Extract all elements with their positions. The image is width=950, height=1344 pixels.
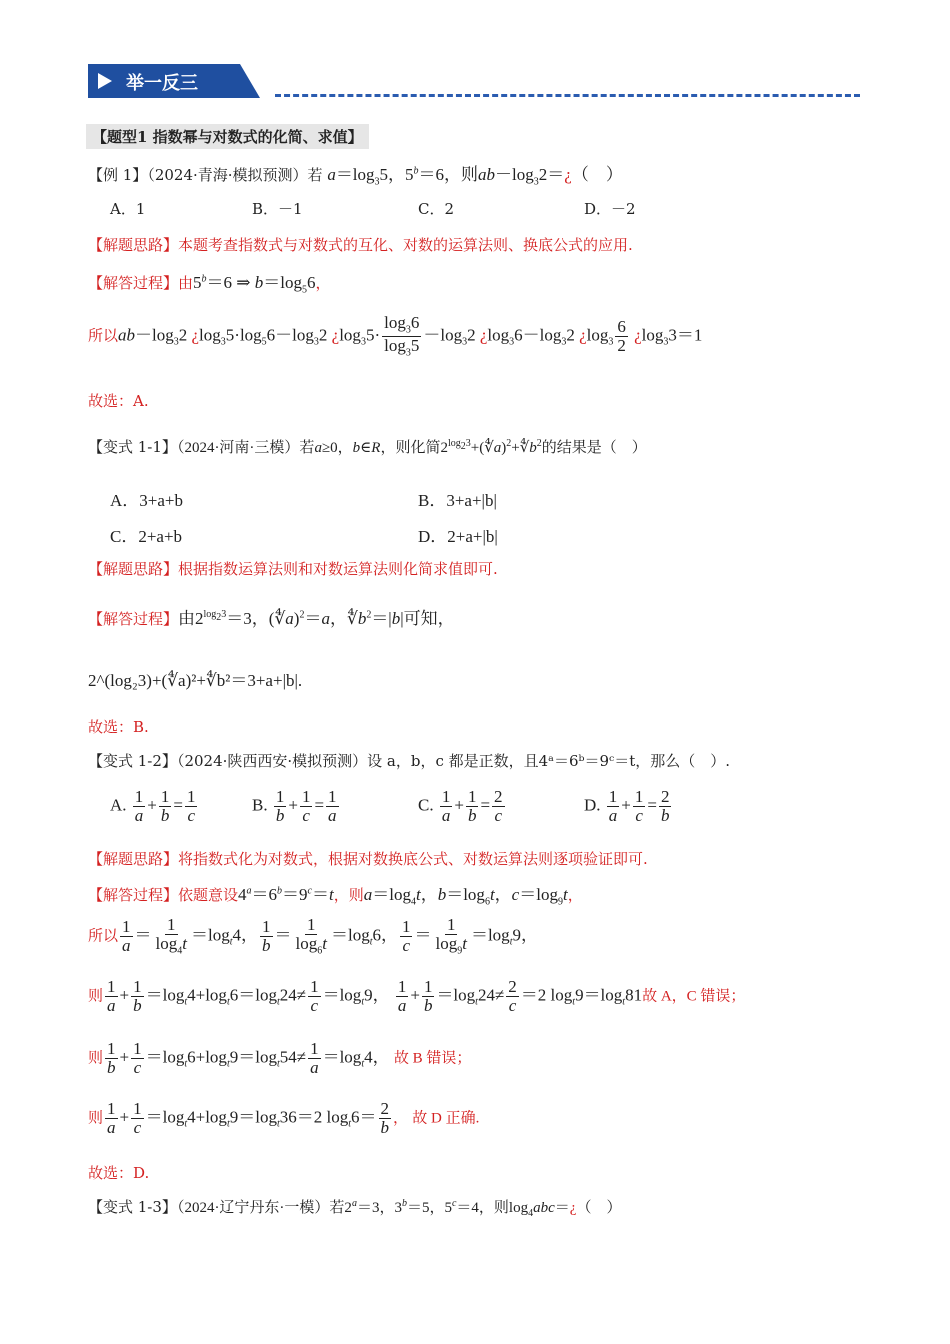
v12-proc5: 则 $\frac{1}{a}$ + $\frac{1}{c}$ $=\log_t4+\log_t9=\log_t36=2$ $\log_t6=$ $\frac{2}{b}$ ， 故 D 正确. <box>88 1099 480 1137</box>
ex1-source: （2024·青海·模拟预测）若 <box>147 166 323 184</box>
v11-proc-label: 【解答过程】 <box>88 610 179 628</box>
v13-question: 【变式 1-3】（2024·辽宁丹东·一模）若$2^a=3$，$3^b=5$，$5^c=4$，则$\log_4abc=¿$（ ） <box>88 1198 622 1219</box>
v12-opt-c: C. $\frac{1}{a}$ + $\frac{1}{b}$ = $\frac{2}{c}$ <box>418 787 503 825</box>
ex1-proc1: 【解答过程】由$5^b=6$ ⇒ $b=\log_56$， <box>88 273 331 296</box>
v12-opt-d: D. $\frac{1}{a}$ + $\frac{1}{c}$ = $\frac{2}{b}$ <box>584 787 670 825</box>
ex1-condition: $a=\log_35$，$5^b=6$，则$ab-\log_32=¿$（ ） <box>327 165 623 188</box>
v11-question: 【变式 1-1】（2024·河南·三模）若a≥0，b∈R，则化简$2^{log_23}+(∜a)^2+∜b^2$的结果是（ ） <box>88 438 647 456</box>
ex1-answer: 故选：A. <box>88 392 149 410</box>
v12-proc1: 【解答过程】依题意设$4^a=6^b=9^c=t$，则$a=\log_4t$，$b=\log_6t$，$c=\log_9t$， <box>88 885 583 908</box>
v12-question <box>88 750 730 771</box>
ex1-tag: 【例 1】 <box>88 166 148 184</box>
v12-proc3: 则 $\frac{1}{a}$ + $\frac{1}{b}$ $=\log_t4+\log_t6=\log_t24\ne$ $\frac{1}{c}$ $=\log_t9$， $\frac{1}{a}$ + $\frac{1}{b}$ $=\log_t24\ne$ $\frac{2}{c}$ ＝2 $\log_t9=\log_t81$故 A，C 错误； <box>88 977 746 1015</box>
v12-think-text: 将指数式化为对数式，根据对数换底公式、对数运算法则逐项验证即可. <box>178 850 648 868</box>
v11-proc2: 2^(log₂3)+(∜a)²+∜b²＝3+a+|b|. <box>88 671 303 690</box>
v12-d-right: 故 D 正确. <box>412 1110 480 1127</box>
v12-suoyi: 所以 <box>88 928 119 945</box>
ex1-opt-b: B．－1 <box>252 200 303 218</box>
banner-dashline <box>275 94 860 97</box>
section-banner <box>88 64 260 98</box>
v12-proc-label: 【解答过程】 <box>88 886 179 904</box>
v12-opt-a-label: A. <box>110 795 127 815</box>
ex1-opt-d: D．－2 <box>584 200 636 218</box>
v12-think-label: 【解题思路】 <box>88 850 179 868</box>
v12-proc2: 所以 $\frac{1}{a}$ ＝ $\frac{1}{\log_4t}$ $=\log_t4$， $\frac{1}{b}$ ＝ $\frac{1}{\log_6t}$ $=\log_t6$， $\frac{1}{c}$ ＝ $\frac{1}{\log_9t}$ $=\log_t9$， <box>88 915 538 957</box>
v12-opt-c-label: C. <box>418 795 434 815</box>
v12-opt-d-label: D. <box>584 795 601 815</box>
v12-opt-b: B. $\frac{1}{b}$ + $\frac{1}{c}$ = $\frac{1}{a}$ <box>252 787 337 825</box>
ex1-opt-c: C．2 <box>418 200 455 218</box>
v11-opt-d: D．2+a+|b| <box>418 527 498 546</box>
ex1-proc2: 所以$ab-\log_32$ ¿$\log_35\cdot\log_56-\log_32$ ¿$\log_35\cdot$ $\frac{\log_36}{\log_35}$ $-\log_32$ ¿$\log_36-\log_32$ ¿$\log_3$ $\frac{6}{2}$ ¿$\log_33=1$ <box>88 313 703 359</box>
ex1-question <box>88 160 623 187</box>
ex1-think-text: 本题考查指数式与对数式的互化、对数的运算法则、换底公式的应用. <box>178 236 633 254</box>
v12-opt-a: A. $\frac{1}{a}$ + $\frac{1}{b}$ = $\frac{1}{c}$ <box>110 787 196 825</box>
v12-source: （2024·陕西西安·模拟预测）设 a，b，c 都是正数，且4ᵃ＝6ᵇ＝9ᶜ＝t，那么（ ）. <box>176 752 731 770</box>
v13-tag: 【变式 1-3】 <box>88 1198 177 1216</box>
ex1-proc-label: 【解答过程】 <box>88 274 179 292</box>
v12-ac-wrong: 故 A，C 错误； <box>642 988 746 1005</box>
ex1-think <box>88 234 633 255</box>
ex1-think-label: 【解题思路】 <box>88 236 179 254</box>
v12-tag: 【变式 1-2】 <box>88 752 177 770</box>
topic-title: 【题型1 指数幂与对数式的化简、求值】 <box>86 124 369 149</box>
v11-think-text: 根据指数运算法则和对数运算法则化简求值即可. <box>178 560 498 578</box>
v12-b-wrong: 故 B 错误； <box>393 1050 472 1067</box>
v12-answer: 故选：D. <box>88 1164 150 1182</box>
banner-label: 举一反三 <box>126 73 198 94</box>
v11-answer: 故选：B. <box>88 718 149 736</box>
v11-opt-b: B．3+a+|b| <box>418 491 497 510</box>
v11-opt-c: C．2+a+b <box>110 527 183 546</box>
v12-think <box>88 848 648 869</box>
ex1-opt-a: A．1 <box>110 200 146 218</box>
v11-think <box>88 558 498 579</box>
v12-opt-b-label: B. <box>252 795 268 815</box>
v11-think-label: 【解题思路】 <box>88 560 179 578</box>
v11-opt-a: A．3+a+b <box>110 491 183 510</box>
v12-proc4: 则 $\frac{1}{b}$ + $\frac{1}{c}$ $=\log_t6+\log_t9=\log_t54\ne$ $\frac{1}{a}$ $=\log_t4$， 故 B 错误； <box>88 1039 472 1077</box>
v11-proc1: 【解答过程】由$2^{log_23}=3$，(∜a)$^2$＝a，$∜b^2=|b|$可知， <box>88 609 455 628</box>
v11-tag: 【变式 1-1】 <box>88 438 177 456</box>
